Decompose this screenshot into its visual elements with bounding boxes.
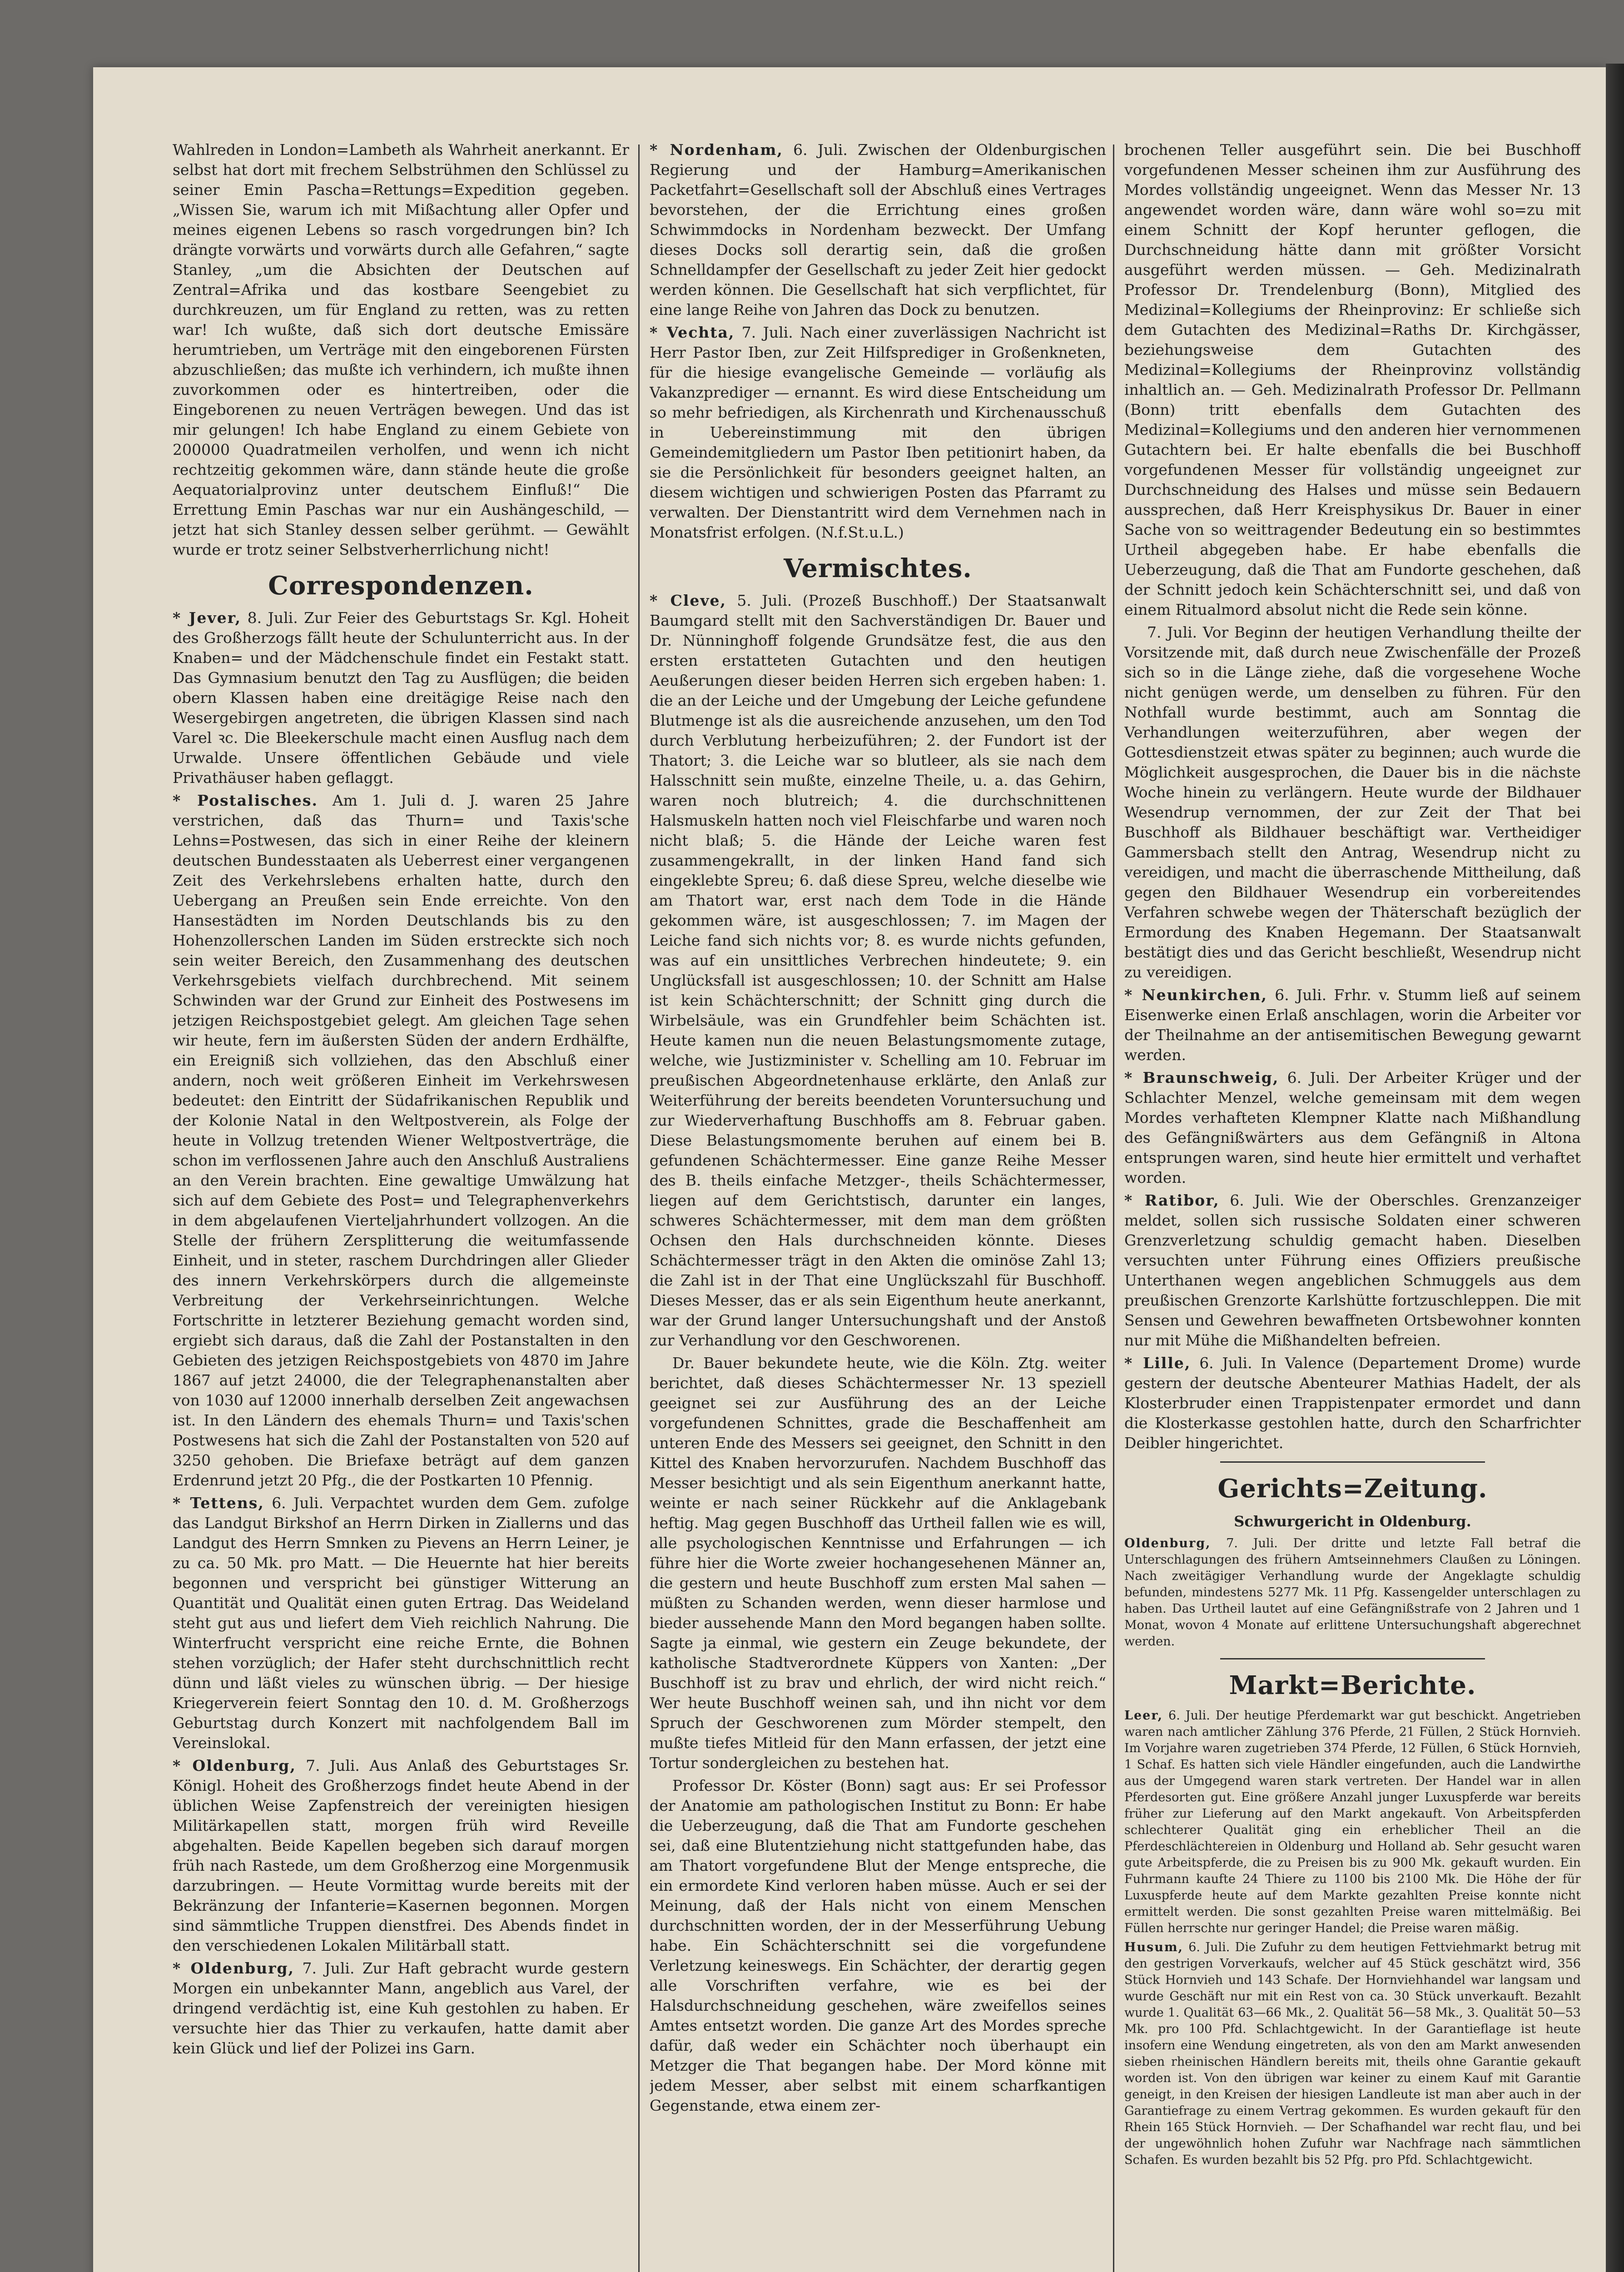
article-paragraph (1124, 985, 1581, 1065)
section-heading: Vermischtes. (784, 553, 972, 583)
next-page-edge (1606, 64, 1624, 2272)
article-paragraph (650, 1776, 1106, 2116)
article-paragraph (650, 323, 1106, 543)
dateline-place: * Oldenburg, (173, 1959, 295, 1977)
article-paragraph (173, 1958, 629, 2058)
dateline-place: * Jever, (173, 609, 242, 627)
column-right (1124, 140, 1581, 2272)
article-paragraph (650, 591, 1106, 1350)
paragraph-text: Dr. Bauer bekundete heute, wie die Köln. Ztg. weiter berichtet, daß dieses Schächtermesser Nr. 13 speziell geeignet sei zur Ausführung des an der Leiche vorgefundenen Schnittes, grade die Beschaffenheit am unteren Ende des Messers sei geeignet, den Schnitt in den Kittel des Knaben hervorzurufen. Nachdem Buschhoff das Messer besichtigt und als sein Eigenthum anerkannt hatte, weinte er nach seiner Rückkehr auf die Anklagebank heftig. Mag gegen Buschhoff das Urtheil fallen wie es will, alle psychologischen Kenntnisse und Erfahrungen — ich führe hier die Worte zweier hochangesehenen Männer an, die gestern und heute Buschhoff zum ersten Mal sahen — müßten zu Schanden werden, wenn dieser harmlose und bieder aussehende Mann den Mord begangen haben sollte. Sagte ja einmal, wie gestern ein Zeuge bekundete, der katholische Stadtverordnete Küppers von Xanten: „Der Buschhoff ist zu brav und ehrlich, der wird nicht reich.“ Wer heute Buschhoff weinen sah, und ihn nicht vor dem Spruch der Geschworenen zum Mörder stempelt, den mußte tiefes Mitleid für den Mann erfassen, der jetzt eine Tortur sondergleichen zu bestehen hat. (650, 1354, 1106, 1772)
paragraph-text: 6. Juli. Der Arbeiter Krüger und der Schlachter Menzel, welche gemeinsam mit dem wegen Mordes verhafteten Klempner Klatte nach Mißhandlung des Gefängnißwärters aus dem Gefängniß in Altona entsprungen waren, sind heute hier ermittelt und verhaftet worden. (1124, 1069, 1581, 1186)
dateline-place: * Braunschweig, (1124, 1069, 1279, 1086)
dateline-place: Husum, (1124, 1940, 1183, 1954)
dateline-place: Oldenburg, (1124, 1536, 1211, 1550)
dateline-place: * Nordenham, (650, 141, 783, 159)
column-divider (1113, 144, 1114, 2272)
dateline-place: * Vechta, (650, 324, 735, 341)
paragraph-text: 6. Juli. Frhr. v. Stumm ließ auf seinem Eisenwerke einen Erlaß anschlagen, worin die Arbeiter vor der Theilnahme an der antisemitischen Bewegung gewarnt werden. (1124, 986, 1581, 1064)
dateline-place: * Oldenburg, (173, 1757, 296, 1774)
article-paragraph (1124, 1939, 1581, 2168)
article-paragraph (1124, 1353, 1581, 1453)
article-paragraph (1124, 1068, 1581, 1188)
paragraph-text: 5. Juli. (Prozeß Buschhoff.) Der Staatsanwalt Baumgard stellt mit den Sachverständigen Dr. Bauer und Dr. Nünninghoff folgende Grundsätze fest, die aus den ersten erstatteten Gutachten und den heutigen Aeußerungen dieser beiden Herren sich ergeben haben: 1. die an der Leiche und der Umgebung der Leiche gefundene Blutmenge ist als die ausreichende anzusehen, um den Tod durch Verblutung herbeizuführen; 2. der Fundort ist der Thatort; 3. die Leiche war so blutleer, als sie nach dem Halsschnitt sein mußte, einzelne Theile, u. a. das Gehirn, waren noch blutreich; 4. die durchschnittenen Halsmuskeln hatten noch viel Fleischfarbe und waren noch nicht blaß; 5. die Hände der Leiche waren fest zusammengekrallt, in der linken Hand fand sich eingeklebte Spreu; 6. daß diese Spreu, welche dieselbe wie am Thatort war, erst nach dem Tode in die Hände gekommen wäre, ist ausgeschlossen; 7. im Magen der Leiche fand sich nichts vor; 8. es wurde nichts gefunden, was auf ein unsittliches Verbrechen hindeutete; 9. ein Unglücksfall ist ausgeschlossen; 10. der Schnitt am Halse ist kein Schächterschnitt; der Schnitt ging durch die Wirbelsäule, was ein Grundfehler beim Schächten ist. Heute kamen nun die neuen Belastungsmomente zutage, welche, wie Justizminister v. Schelling am 10. Februar im preußischen Abgeordnetenhause erklärte, den Anlaß zur Weiterführung der bereits beendeten Voruntersuchung und zur Wiederverhaftung Buschhoffs am 8. Februar gaben. Diese Belastungsmomente beruhen auf einem bei B. gefundenen Schächtermesser. Eine ganze Reihe Messer des B. theils einfache Metzger-, theils Schächtermesser, liegen auf dem Gerichtstisch, darunter ein langes, schweres Schächtermesser, mit dem man dem größten Ochsen den Hals durchschneiden könnte. Dieses Schächtermesser trägt in den Akten die ominöse Zahl 13; die Zahl ist in der That eine Unglückszahl für Buschhoff. Dieses Messer, das er als sein Eigenthum heute anerkannt, war der Grund langer Untersuchungshaft und der Anstoß zur Verhandlung vor den Geschworenen. (650, 592, 1106, 1349)
paragraph-text: 7. Juli. Nach einer zuverlässigen Nachricht ist Herr Pastor Iben, zur Zeit Hilfsprediger in Großenkneten, für die hiesige evangelische Gemeinde — vorläufig als Vakanzprediger — ernannt. Es wird diese Entscheidung um so mehr befriedigen, als Kirchenrath und Kirchenausschuß in Uebereinstimmung mit den übrigen Gemeindemitgliedern um Pastor Iben petitionirt haben, da sie die Persönlichkeit für besonders geeignet halten, an diesem wichtigen und schwierigen Posten das Pfarramt zu verwalten. Der Dienstantritt wird dem Vernehmen nach in Monatsfrist erfolgen. (N.f.St.u.L.) (650, 324, 1106, 541)
dateline-place: * Cleve, (650, 592, 727, 609)
paragraph-text: 7. Juli. Zur Haft gebracht wurde gestern Morgen ein unbekannter Mann, angeblich aus Varel, der dringend verdächtig ist, eine Kuh gestohlen zu haben. Er versuchte hier das Thier zu verkaufen, hatte damit aber kein Glück und lief der Polizei ins Garn. (173, 1959, 629, 2057)
section-rule (1220, 1658, 1485, 1659)
column-divider (638, 144, 640, 2272)
article-paragraph (650, 140, 1106, 320)
article-paragraph (173, 140, 629, 560)
article-paragraph (173, 791, 629, 1490)
article-paragraph (173, 1756, 629, 1956)
section-heading: Markt=Berichte. (1229, 1670, 1476, 1700)
dateline-place: * Lille, (1124, 1354, 1191, 1372)
paragraph-text: 8. Juli. Zur Feier des Geburtstags Sr. Kgl. Hoheit des Großherzogs fällt heute der Schulunterricht aus. In der Knaben= und der Mädchenschule findet ein Festakt statt. Das Gymnasium benutzt den Tag zu Ausflügen; die beiden obern Klassen haben eine dreitägige Reise nach den Wesergebirgen angetreten, die übrigen Klassen sind nach Varel ꝛc. Die Bleekerschule macht einen Ausflug nach dem Urwalde. Unsere öffentlichen Gebäude und viele Privathäuser haben geflaggt. (173, 609, 629, 787)
article-paragraph (1124, 1708, 1581, 1937)
paragraph-text: 6. Juli. Zwischen der Oldenburgischen Regierung und der Hamburg=Amerikanischen Packetfahrt=Gesellschaft soll der Abschluß eines Vertrages bevorstehen, der die Errichtung eines großen Schwimmdocks in Nordenham bezweckt. Der Umfang dieses Docks soll derartig sein, daß die großen Schnelldampfer der Gesellschaft zu jeder Zeit hier gedockt werden können. Die Gesellschaft hat sich verpflichtet, für eine lange Reihe von Jahren das Dock zu benutzen. (650, 141, 1106, 319)
section-heading: Gerichts=Zeitung. (1217, 1474, 1488, 1504)
paragraph-text: 6. Juli. Die Zufuhr zu dem heutigen Fettviehmarkt betrug mit den gestrigen Vorverkaufs, welcher auf 45 Stück geschätzt wird, 356 Stück Hornvieh und 143 Schafe. Der Hornviehhandel war langsam und wurde Geschäft nur mit ein Rest von ca. 30 Stück unverkauft. Bezahlt wurde 1. Qualität 63—66 Mk., 2. Qualität 56—58 Mk., 3. Qualität 50—53 Mk. pro 100 Pfd. Schlachtgewicht. In der Garantieflage ist heute insofern eine Wendung eingetreten, als von den am Markt anwesenden sieben rheinischen Händlern bereits mit, theils ohne Garantie gekauft worden ist. Von den übrigen war keiner zu einem Kauf mit Garantie geneigt, in den Kreisen der hiesigen Landleute ist man aber auch in der Garantiefrage zu einem Vertrag gekommen. Es wurden gekauft für den Rhein 165 Stück Hornvieh. — Der Schafhandel war recht flau, und bei der ungewöhnlich hohen Zufuhr war Nachfrage nach sämmtlichen Schafen. Es wurden bezahlt bis 52 Pfg. pro Pfd. Schlachtgewicht. (1124, 1940, 1581, 2167)
paragraph-text: brochenen Teller ausgeführt sein. Die bei Buschhoff vorgefundenen Messer scheinen ihm zur Ausführung des Mordes vollständig ungeeignet. Wenn das Messer Nr. 13 angewendet worden wäre, dann wäre wohl so=zu mit einem Schnitt der Kopf herunter geflogen, die Durchschneidung hätte dann mit größter Vorsicht ausgeführt werden müssen. — Geh. Medizinalrath Professor Dr. Trendelenburg (Bonn), Mitglied des Medizinal=Kollegiums der Rheinprovinz: Er schließe sich dem Gutachten des Medizinal=Raths Dr. Kirchgässer, beziehungsweise dem Gutachten des Medizinal=Kollegiums der Rheinprovinz vollständig inhaltlich an. — Geh. Medizinalrath Professor Dr. Pellmann (Bonn) tritt ebenfalls dem Gutachten des Medizinal=Kollegiums und den anderen hier vernommenen Gutachtern bei. Er halte ebenfalls die bei Buschhoff vorgefundenen Messer für vollständig ungeeignet zur Durchschneidung des Halses und müsse sein Bedauern aussprechen, daß Herr Kreisphysikus Dr. Bauer in einer Sache von so weittragender Bedeutung ein so bestimmtes Urtheil abgegeben habe. Er habe ebenfalls die Ueberzeugung, daß die That am Fundorte geschehen, daß der Schnitt jedoch kein Schächterschnitt sei, und daß von einem Ritualmord absolut nicht die Rede sein könne. (1124, 141, 1581, 618)
dateline-place: * Postalisches. (173, 792, 318, 809)
paragraph-text: Am 1. Juli d. J. waren 25 Jahre verstrichen, daß das Thurn= und Taxis'sche Lehns=Postwesen, das sich in einer Reihe der kleinern deutschen Bundesstaaten als Ueberrest einer vergangenen Zeit des Verkehrslebens erhalten hatte, durch den Uebergang an Preußen sein Ende erreichte. Von den Hansestädten im Norden Deutschlands bis zu den Hohenzollerschen Landen im Süden erstreckte sich noch sein weiter Bereich, den Zusammenhang des deutschen Verkehrsgebiets vielfach durchbrechend. Mit seinem Schwinden war der Grund zur Einheit des Postwesens im jetzigen Reichspostgebiet gelegt. Am gleichen Tage sehen wir heute, fern im äußersten Süden der andern Erdhälfte, ein Ereigniß sich vollziehen, das den Abschluß einer andern, noch weit größeren Einheit im Verkehrswesen bedeutet: den Eintritt der Südafrikanischen Republik und der Kolonie Natal in den Weltpostverein, als Folge der heute in Vollzug tretenden Wiener Weltpostverträge, die schon im verflossenen Jahre auch den Anschluß Australiens an den Verein brachten. Eine gewaltige Umwälzung hat sich auf dem Gebiete des Post= und Telegraphenverkehrs in dem abgelaufenen Vierteljahrhundert vollzogen. An die Stelle der frühern Zersplitterung die weitumfassende Einheit, und in steter, raschem Durchdringen aller Glieder des innern Verkehrskörpers durch die allgemeinste Verbreitung der Verkehrseinrichtungen. Welche Fortschritte in letzterer Beziehung gemacht worden sind, ergiebt sich daraus, daß die Zahl der Postanstalten in den Gebieten des jetzigen Reichspostgebiets von 4870 im Jahre 1867 auf jetzt 24000, die der Telegraphenanstalten aber von 1030 auf 12000 innerhalb derselben Zeit angewachsen ist. In den Ländern des ehemals Thurn= und Taxis'schen Postwesens hat sich die Zahl der Postanstalten von 520 auf 3250 gehoben. Die Briefaxe beträgt auf dem ganzen Erdenrund jetzt 20 Pfg., die der Postkarten 10 Pfennig. (173, 792, 629, 1489)
section-subheading: Schwurgericht in Oldenburg. (1234, 1513, 1471, 1530)
paragraph-text: 6. Juli. Wie der Oberschles. Grenzanzeiger meldet, sollen sich russische Soldaten einer schweren Grenzverletzung schuldig gemacht haben. Dieselben versuchten unter Führung eines Offiziers preußische Unterthanen wegen angeblichen Schmuggels aus dem preußischen Grenzorte Karlshütte fortzuschleppen. Die mit Sensen und Gewehren bewaffneten Ortsbewohner konnten nur mit Mühe die Mißhandelten befreien. (1124, 1191, 1581, 1349)
column-left (173, 140, 629, 2272)
section-heading: Correspondenzen. (268, 571, 534, 601)
section-rule (1220, 1461, 1485, 1463)
article-paragraph (173, 1493, 629, 1753)
paragraph-text: 6. Juli. Der heutige Pferdemarkt war gut beschickt. Angetrieben waren nach amtlicher Zählung 376 Pferde, 21 Füllen, 2 Stück Hornvieh. Im Vorjahre waren zugetrieben 374 Pferde, 12 Füllen, 6 Stück Hornvieh, 1 Schaf. Es hatten sich viele Händler eingefunden, auch die Landwirthe aus der Umgegend waren stark vertreten. Der Handel war in allen Pferdesorten gut. Eine größere Anzahl junger Luxuspferde war bereits früher zur Lieferung auf den Markt angekauft. Von Arbeitspferden schlechterer Qualität ging ein erheblicher Theil an die Pferdeschlächtereien in Oldenburg und Holland ab. Sehr gesucht waren gute Arbeitspferde, die zu Preisen bis zu 900 Mk. gekauft wurden. Ein Fuhrmann kaufte 24 Thiere zu 1100 bis 2100 Mk. Die Höhe der für Luxuspferde heute auf dem Markte gezahlten Preise konnte nicht ermittelt werden. Die sonst gezahlten Preise waren mittelmäßig. Bei Füllen herrschte nur geringer Handel; die Preise waren mäßig. (1124, 1709, 1581, 1935)
dateline-place: * Ratibor, (1124, 1191, 1220, 1209)
article-paragraph (173, 608, 629, 788)
article-paragraph (1124, 1191, 1581, 1350)
article-paragraph (1124, 140, 1581, 620)
paragraph-text: 6. Juli. In Valence (Departement Drome) wurde gestern der deutsche Abenteurer Mathias Hadelt, der als Klosterbruder einen Trappistenpater ermordet und dann die Klosterkasse gestohlen hatte, durch den Scharfrichter Deibler hingerichtet. (1124, 1354, 1581, 1452)
paragraph-text: 6. Juli. Verpachtet wurden dem Gem. zufolge das Landgut Birkshof an Herrn Dirken in Ziallerns und das Landgut des Herrn Smnken zu Pievens an Herrn Leiner, je zu ca. 50 Mk. pro Matt. — Die Heuernte hat hier bereits begonnen und verspricht bei günstiger Witterung an Quantität und Qualität einen guten Ertrag. Das Weideland steht gut aus und liefert dem Vieh reichlich Nahrung. Die Winterfrucht verspricht eine reiche Ernte, die Bohnen stehen vorzüglich; der Hafer steht durchschnittlich recht dünn und läßt vieles zu wünschen übrig. — Der hiesige Kriegerverein feiert Sonntag den 10. d. M. Großherzogs Geburtstag durch Konzert mit nachfolgendem Ball im Vereinslokal. (173, 1494, 629, 1752)
newspaper-page (93, 67, 1606, 2272)
paragraph-text: 7. Juli. Aus Anlaß des Geburtstages Sr. Königl. Hoheit des Großherzogs findet heute Abend in der üblichen Weise Zapfenstreich der vereinigten hiesigen Militärkapellen statt, morgen früh wird Reveille abgehalten. Beide Kapellen begeben sich darauf morgen früh nach Rastede, um dem Großherzog eine Morgenmusik darzubringen. — Heute Vormittag wurde bereits mit der Bekränzung der Infanterie=Kasernen begonnen. Morgen sind sämmtliche Truppen dienstfrei. Des Abends findet in den verschiedenen Lokalen Militärball statt. (173, 1757, 629, 1954)
article-paragraph (1124, 623, 1581, 982)
column-middle (650, 140, 1106, 2272)
dateline-place: * Neunkirchen, (1124, 986, 1268, 1004)
article-paragraph (1124, 1535, 1581, 1650)
paragraph-text: Wahlreden in London=Lambeth als Wahrheit anerkannt. Er selbst hat dort mit frechem Selbstrühmen den Schlüssel zu seiner Emin Pascha=Rettungs=Expedition gegeben. „Wissen Sie, warum ich mit Mißachtung aller Opfer und meines eigenen Lebens so rasch vorgedrungen bin? Ich drängte vorwärts und vorwärts durch alle Gefahren,“ sagte Stanley, „um die Absichten der Deutschen auf Zentral=Afrika und das kostbare Seengebiet zu durchkreuzen, um für England zu retten, was zu retten war! Ich wußte, daß sich dort deutsche Emissäre herumtrieben, um Verträge mit den eingeborenen Fürsten abzuschließen; das mußte ich verhindern, ich mußte ihnen zuvorkommen oder es hintertreiben, oder die Eingeborenen zu neuen Verträgen bewegen. Und das ist mir gelungen! Ich habe England zu einem Gebiete von 200000 Quadratmeilen verholfen, und wenn ich nicht rechtzeitig gekommen wäre, dann stände heute die große Aequatorialprovinz unter deutschem Einfluß!“ Die Errettung Emin Paschas war nur ein Aushängeschild, — jetzt hat sich Stanley dessen selber gerühmt. — Gewählt wurde er trotz seiner Selbstverherrlichung nicht! (173, 141, 629, 558)
article-paragraph (650, 1353, 1106, 1773)
dateline-place: * Tettens, (173, 1494, 264, 1512)
paragraph-text: Professor Dr. Köster (Bonn) sagt aus: Er sei Professor der Anatomie am pathologischen Institut zu Bonn: Er habe die Ueberzeugung, daß die That am Fundorte geschehen sei, daß eine Blutentziehung nicht stattgefunden habe, das am Thatort vorgefundene Blut der Menge entspreche, die ein ermordete Kind verloren haben müsse. Auch er sei der Meinung, daß der Hals nicht von einem Menschen durchschnitten worden, der in der Messerführung Uebung habe. Ein Schächterschnitt sei die vorgefundene Verletzung keineswegs. Ein Schächter, der derartig gegen alle Vorschriften verfahre, wie es bei der Halsdurchschneidung geschehen, wäre zweifellos seines Amtes entsetzt worden. Die ganze Art des Mordes spreche dafür, daß weder ein Schächter noch überhaupt ein Metzger die That begangen habe. Der Mord könne mit jedem Messer, aber selbst mit einem scharfkantigen Gegenstande, etwa einem zer- (650, 1777, 1106, 2114)
paragraph-text: 7. Juli. Der dritte und letzte Fall betraf die Unterschlagungen des frühern Amtseinnehmers Claußen zu Löningen. Nach zweitägiger Verhandlung wurde der Angeklagte schuldig befunden, mindestens 5277 Mk. 11 Pfg. Kassengelder unterschlagen zu haben. Das Urtheil lautet auf eine Gefängnißstrafe von 2 Jahren und 1 Monat, wovon 4 Monate auf erlittene Untersuchungshaft abgerechnet werden. (1124, 1536, 1581, 1649)
paragraph-text: 7. Juli. Vor Beginn der heutigen Verhandlung theilte der Vorsitzende mit, daß durch neue Zwischenfälle der Prozeß sich so in die Länge ziehe, daß die vorgesehene Woche nicht genügen werde, um denselben zu führen. Für den Nothfall wurde bestimmt, auch am Sonntag die Verhandlungen weiterzuführen, aber wegen der Gottesdienstzeit etwas später zu beginnen; auch wurde die Möglichkeit ausgesprochen, die Dauer bis in die nächste Woche hinein zu verlängern. Heute wurde der Bildhauer Wesendrup vernommen, der zur Zeit der That bei Buschhoff als Bildhauer beschäftigt war. Vertheidiger Gammersbach stellt den Antrag, Wesendrup nicht zu vereidigen, und macht die überraschende Mittheilung, daß gegen den Bildhauer Wesendrup ein vorbereitendes Verfahren schwebe wegen der Thäterschaft bezüglich der Ermordung des Knaben Hegemann. Der Staatsanwalt bestätigt dies und das Gericht beschließt, Wesendrup nicht zu vereidigen. (1124, 623, 1581, 981)
dateline-place: Leer, (1124, 1709, 1163, 1723)
